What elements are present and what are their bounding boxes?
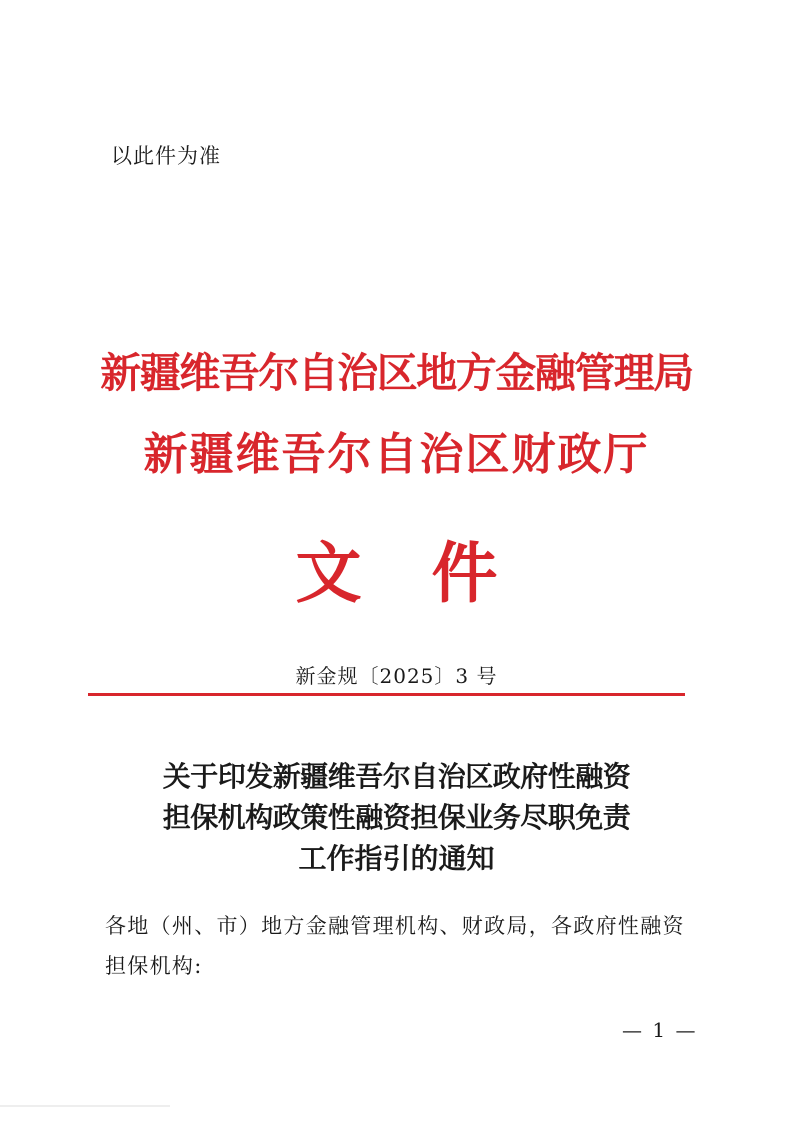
notice-title-line-3: 工作指引的通知 (298, 842, 495, 875)
document-type-heading: 文件 (295, 534, 568, 612)
page-number: — 1 — (622, 1018, 698, 1042)
notice-title-line-1: 关于印发新疆维吾尔自治区政府性融资 (162, 760, 631, 793)
notice-title-line-2: 担保机构政策性融资担保业务尽职免责 (162, 801, 631, 834)
issuer-financial-bureau: 新疆维吾尔自治区地方金融管理局 (100, 349, 693, 397)
salutation: 各地（州、市）地方金融管理机构、财政局，各政府性融资担保机构: (105, 914, 685, 978)
precedence-note: 以此件为准 (111, 144, 221, 168)
red-separator-line (88, 693, 685, 696)
issuer-finance-department: 新疆维吾尔自治区财政厅 (143, 429, 650, 480)
scan-artifact-divider (0, 1105, 170, 1107)
document-number: 新金规〔2025〕3 号 (295, 664, 498, 688)
